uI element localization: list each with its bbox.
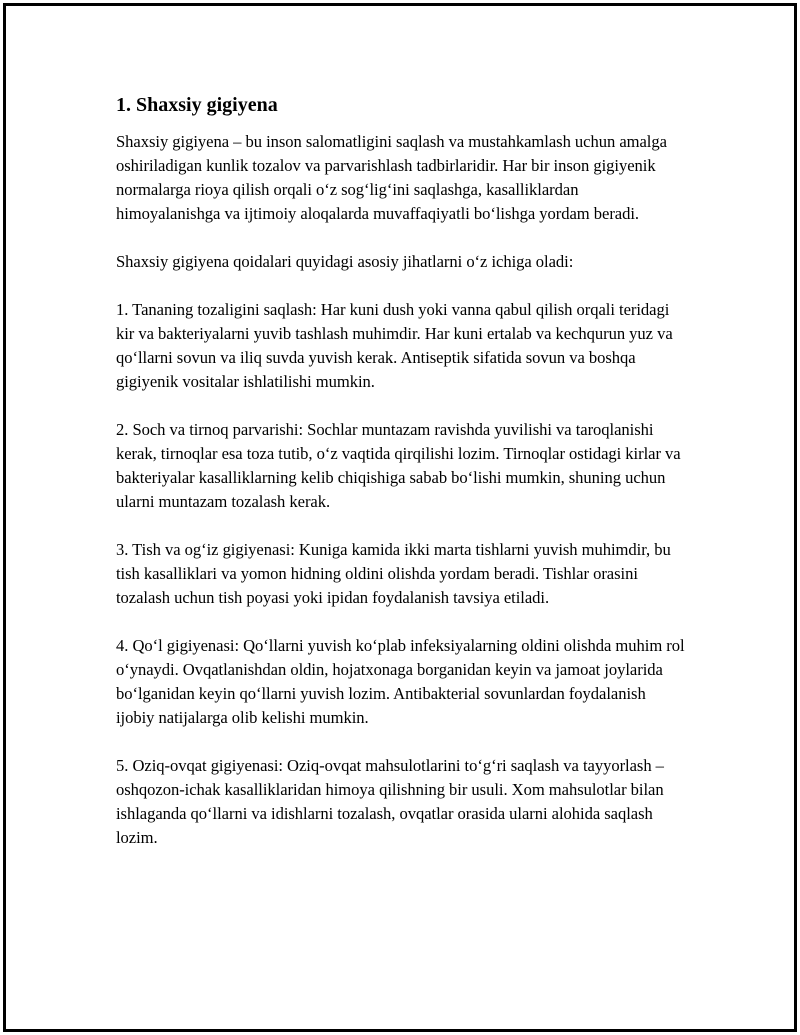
paragraph-intro: Shaxsiy gigiyena – bu inson salomatligini saqlash va mustahkamlash uchun amalga oshiriladigan kunlik tozalov va parvarishlash tadbirlaridir. Har bir inson gigiyenik normalarga rioya qilish orqali o‘z sog‘lig‘ini saqlashga, kasalliklardan himoyalanishga va ijtimoiy aloqalarda muvaffaqiyatli bo‘lishga yordam beradi.: [116, 132, 667, 223]
paragraph-rules-intro: Shaxsiy gigiyena qoidalari quyidagi asosiy jihatlarni o‘z ichiga oladi:: [116, 252, 574, 271]
section-heading: 1. Shaxsiy gigiyena: [116, 94, 278, 116]
document-body: [116, 92, 686, 874]
paragraph-hand-hygiene: 4. Qo‘l gigiyenasi: Qo‘llarni yuvish ko‘plab infeksiyalarning oldini olishda muhim rol o‘ynaydi. Ovqatlanishdan oldin, hojatxonaga borganidan keyin va jamoat joylarida bo‘lganidan keyin qo‘llarni yuvish lozim. Antibakterial sovunlardan foydalanish ijobiy natijalarga olib kelishi mumkin.: [116, 636, 685, 727]
paragraph-food-hygiene: 5. Oziq-ovqat gigiyenasi: Oziq-ovqat mahsulotlarini to‘g‘ri saqlash va tayyorlash – oshqozon-ichak kasalliklaridan himoya qilishning bir usuli. Xom mahsulotlar bilan ishlaganda qo‘llarni va idishlarni tozalash, ovqatlar orasida ularni alohida saqlash lozim.: [116, 756, 664, 847]
paragraph-oral-hygiene: 3. Tish va og‘iz gigiyenasi: Kuniga kamida ikki marta tishlarni yuvish muhimdir, bu tish kasalliklari va yomon hidning oldini olishda yordam beradi. Tishlar orasini tozalash uchun tish poyasi yoki ipidan foydalanish tavsiya etiladi.: [116, 540, 671, 607]
paragraph-body-cleanliness: 1. Tananing tozaligini saqlash: Har kuni dush yoki vanna qabul qilish orqali teridagi kir va bakteriyalarni yuvib tashlash muhimdir. Har kuni ertalab va kechqurun yuz va qo‘llarni sovun va iliq suvda yuvish kerak. Antiseptik sifatida sovun va boshqa gigiyenik vositalar ishlatilishi mumkin.: [116, 300, 673, 391]
paragraph-hair-nail-care: 2. Soch va tirnoq parvarishi: Sochlar muntazam ravishda yuvilishi va taroqlanishi kerak, tirnoqlar esa toza tutib, o‘z vaqtida qirqilishi lozim. Tirnoqlar ostidagi kirlar va bakteriyalar kasalliklarning kelib chiqishiga sabab bo‘lishi mumkin, shuning uchun ularni muntazam tozalash kerak.: [116, 420, 681, 511]
